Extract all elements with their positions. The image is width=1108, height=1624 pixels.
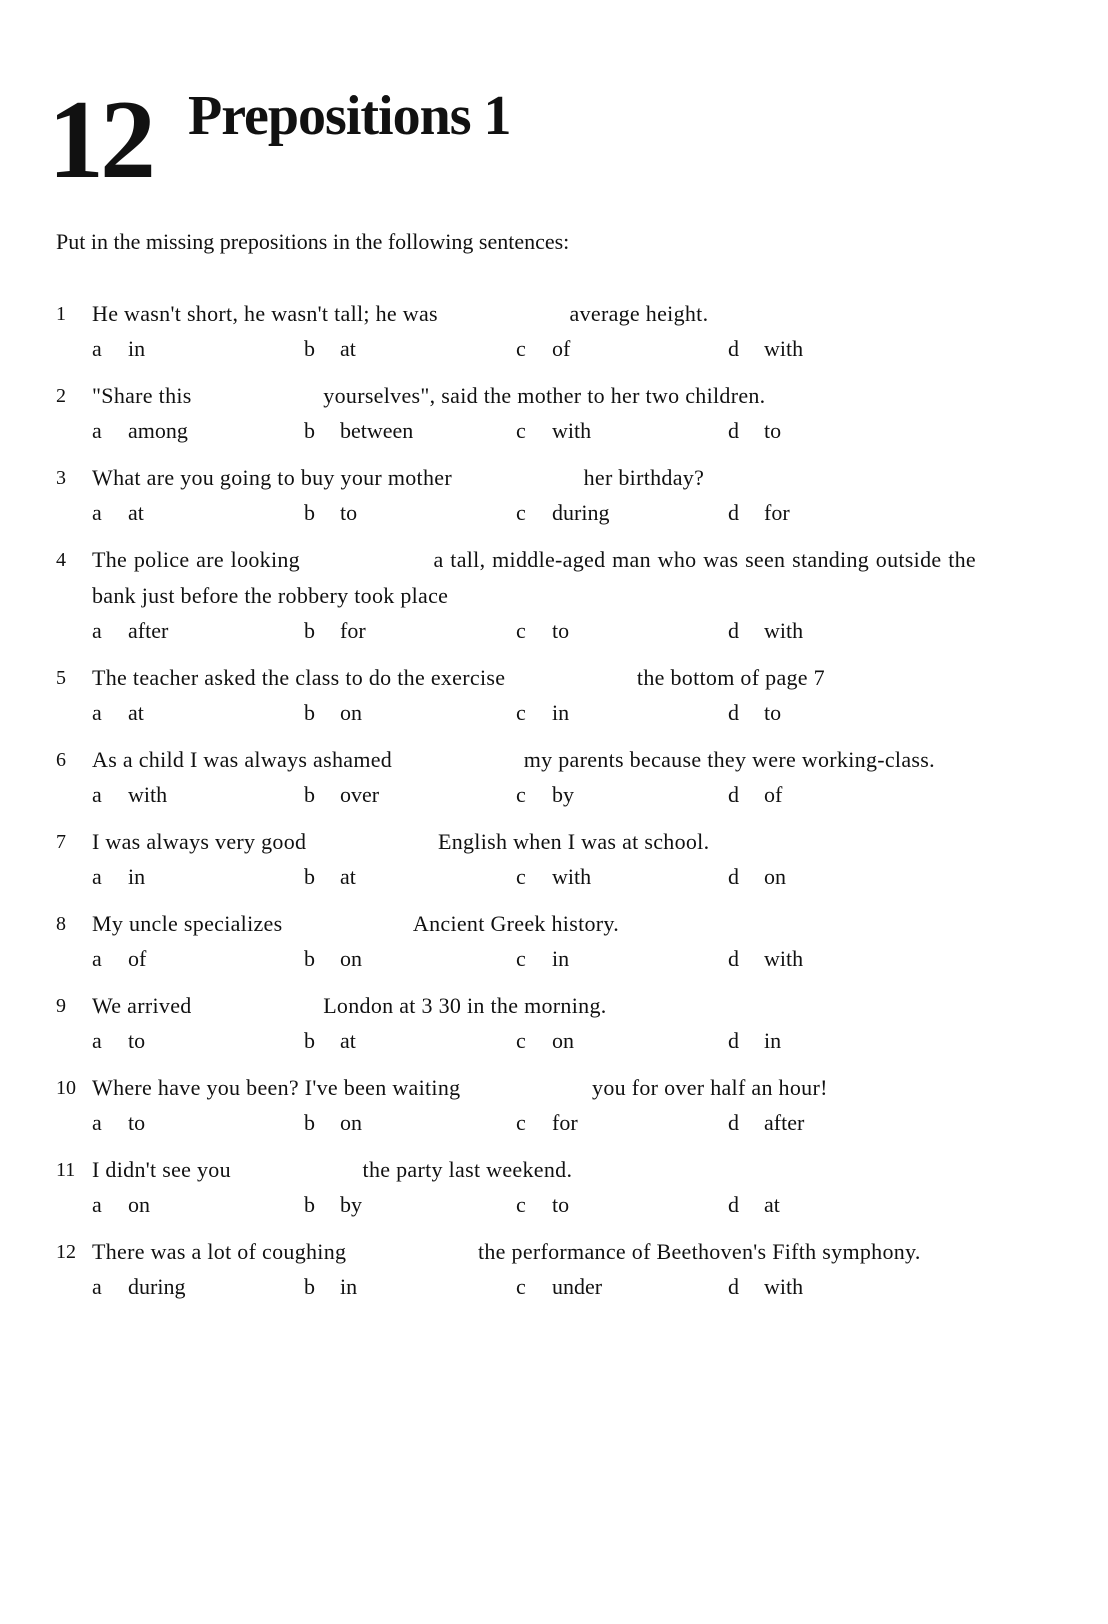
answer-choice-b	[304, 1026, 516, 1056]
choice-letter: a	[92, 1274, 102, 1299]
choice-text: after	[128, 618, 169, 643]
choice-letter: b	[304, 336, 315, 361]
choice-letter: b	[304, 418, 315, 443]
choice-letter: a	[92, 1028, 102, 1053]
choice-letter: d	[728, 782, 739, 807]
question-item-7	[56, 824, 976, 892]
choice-text: to	[552, 618, 570, 643]
choice-text: in	[552, 700, 570, 725]
question-number: 5	[56, 667, 66, 689]
choice-letter: a	[92, 418, 102, 443]
sentence-after-gap: yourselves", said the mother to her two children.	[323, 383, 766, 408]
choice-letter: d	[728, 700, 739, 725]
choice-letter: c	[516, 618, 526, 643]
choice-letter: c	[516, 700, 526, 725]
sentence-after-gap: English when I was at school.	[437, 829, 710, 854]
choice-text: on	[340, 946, 362, 971]
question-sentence	[92, 542, 976, 614]
question-item-2	[56, 378, 976, 446]
instruction-text: Put in the missing prepositions in the following sentences:	[56, 229, 570, 254]
question-sentence	[92, 988, 976, 1024]
sentence-before-gap: I was always very good	[92, 829, 307, 854]
choice-letter: c	[516, 1110, 526, 1135]
answer-choices	[92, 616, 976, 646]
sentence-before-gap: My uncle specializes	[92, 911, 283, 936]
sentence-before-gap: He wasn't short, he wasn't tall; he was	[92, 301, 438, 326]
answer-choice-b	[304, 498, 516, 528]
choice-text: with	[764, 946, 804, 971]
choice-text: with	[764, 618, 804, 643]
answer-choice-b	[304, 862, 516, 892]
question-number: 1	[56, 303, 66, 325]
choice-letter: d	[728, 500, 739, 525]
choice-text: to	[128, 1028, 146, 1053]
choice-letter: b	[304, 500, 315, 525]
answer-choice-c	[516, 698, 728, 728]
choice-letter: d	[728, 864, 739, 889]
answer-choice-c	[516, 944, 728, 974]
sentence-after-gap: a tall, middle-aged man who was seen standing outside the bank just before the robbery took place	[92, 547, 976, 608]
answer-choice-a	[92, 698, 304, 728]
question-number: 3	[56, 467, 66, 489]
question-item-5	[56, 660, 976, 728]
answer-choice-d	[728, 1272, 940, 1302]
choice-letter: c	[516, 1274, 526, 1299]
choice-letter: c	[516, 336, 526, 361]
choice-text: during	[128, 1274, 186, 1299]
choice-letter: a	[92, 618, 102, 643]
question-item-11	[56, 1152, 976, 1220]
answer-choice-d	[728, 1026, 940, 1056]
question-item-3	[56, 460, 976, 528]
choice-letter: a	[92, 1192, 102, 1217]
choice-letter: a	[92, 946, 102, 971]
answer-choice-c	[516, 498, 728, 528]
choice-text: to	[128, 1110, 146, 1135]
choice-text: at	[128, 700, 144, 725]
answer-choices	[92, 498, 976, 528]
choice-text: with	[552, 418, 592, 443]
answer-choice-d	[728, 616, 940, 646]
answer-choices	[92, 698, 976, 728]
choice-text: by	[340, 1192, 362, 1217]
answer-choice-b	[304, 780, 516, 810]
question-sentence	[92, 906, 976, 942]
question-item-8	[56, 906, 976, 974]
choice-text: at	[340, 336, 356, 361]
answer-choice-a	[92, 334, 304, 364]
choice-letter: c	[516, 500, 526, 525]
question-item-9	[56, 988, 976, 1056]
question-item-6	[56, 742, 976, 810]
choice-text: in	[764, 1028, 782, 1053]
sentence-before-gap: We arrived	[92, 993, 192, 1018]
choice-text: with	[552, 864, 592, 889]
choice-text: in	[340, 1274, 358, 1299]
choice-letter: b	[304, 1028, 315, 1053]
answer-choice-b	[304, 416, 516, 446]
question-item-1	[56, 296, 976, 364]
choice-text: under	[552, 1274, 603, 1299]
question-item-12	[56, 1234, 976, 1302]
question-sentence	[92, 378, 976, 414]
exercise-list	[56, 296, 976, 1316]
sentence-before-gap: "Share this	[92, 383, 192, 408]
sentence-after-gap: Ancient Greek history.	[412, 911, 620, 936]
answer-choice-b	[304, 944, 516, 974]
choice-text: for	[552, 1110, 578, 1135]
sentence-after-gap: you for over half an hour!	[592, 1075, 828, 1100]
choice-text: of	[552, 336, 571, 361]
answer-choice-a	[92, 1026, 304, 1056]
choice-text: in	[552, 946, 570, 971]
sentence-before-gap: There was a lot of coughing	[92, 1239, 347, 1264]
choice-letter: a	[92, 1110, 102, 1135]
question-number: 8	[56, 913, 66, 935]
answer-choice-b	[304, 1190, 516, 1220]
choice-text: in	[128, 864, 146, 889]
sentence-after-gap: average height.	[569, 301, 709, 326]
choice-text: between	[340, 418, 414, 443]
choice-letter: a	[92, 782, 102, 807]
choice-letter: b	[304, 864, 315, 889]
answer-choice-d	[728, 1108, 940, 1138]
answer-choice-c	[516, 1190, 728, 1220]
question-number: 6	[56, 749, 66, 771]
answer-choice-a	[92, 416, 304, 446]
sentence-before-gap: As a child I was always ashamed	[92, 747, 393, 772]
choice-text: at	[128, 500, 144, 525]
question-number: 11	[56, 1159, 76, 1181]
question-sentence	[92, 1070, 976, 1106]
question-sentence	[92, 660, 976, 696]
choice-letter: b	[304, 946, 315, 971]
answer-choices	[92, 1026, 976, 1056]
question-number: 7	[56, 831, 66, 853]
answer-choices	[92, 780, 976, 810]
answer-choice-d	[728, 698, 940, 728]
question-item-10	[56, 1070, 976, 1138]
choice-letter: d	[728, 1192, 739, 1217]
choice-letter: d	[728, 1028, 739, 1053]
choice-letter: a	[92, 336, 102, 361]
sentence-after-gap: her birthday?	[583, 465, 705, 490]
choice-letter: a	[92, 864, 102, 889]
sentence-before-gap: Where have you been? I've been waiting	[92, 1075, 461, 1100]
question-item-4	[56, 542, 976, 646]
answer-choice-d	[728, 862, 940, 892]
choice-text: on	[552, 1028, 574, 1053]
answer-choices	[92, 1190, 976, 1220]
question-sentence	[92, 1234, 976, 1270]
answer-choice-b	[304, 1272, 516, 1302]
choice-letter: c	[516, 782, 526, 807]
question-number: 4	[56, 549, 66, 571]
choice-text: in	[128, 336, 146, 361]
choice-letter: b	[304, 1274, 315, 1299]
question-number: 9	[56, 995, 66, 1017]
question-number: 12	[56, 1241, 76, 1263]
choice-letter: b	[304, 782, 315, 807]
answer-choice-a	[92, 780, 304, 810]
sentence-after-gap: London at 3 30 in the morning.	[323, 993, 607, 1018]
answer-choice-c	[516, 1108, 728, 1138]
choice-text: at	[340, 1028, 356, 1053]
choice-text: on	[128, 1192, 150, 1217]
question-sentence	[92, 296, 976, 332]
choice-letter: d	[728, 1110, 739, 1135]
answer-choice-d	[728, 334, 940, 364]
answer-choice-b	[304, 1108, 516, 1138]
answer-choices	[92, 1108, 976, 1138]
answer-choice-a	[92, 1272, 304, 1302]
choice-text: to	[340, 500, 358, 525]
answer-choice-c	[516, 780, 728, 810]
answer-choices	[92, 862, 976, 892]
choice-text: after	[764, 1110, 805, 1135]
question-sentence	[92, 1152, 976, 1188]
sentence-after-gap: the performance of Beethoven's Fifth symphony.	[477, 1239, 921, 1264]
sentence-before-gap: The police are looking	[92, 547, 300, 572]
answer-choice-a	[92, 616, 304, 646]
unit-number: 12	[48, 78, 152, 202]
page-title: Prepositions 1	[188, 85, 511, 147]
answer-choice-a	[92, 1190, 304, 1220]
choice-text: with	[128, 782, 168, 807]
question-sentence	[92, 742, 976, 778]
answer-choice-c	[516, 416, 728, 446]
choice-letter: d	[728, 1274, 739, 1299]
choice-text: for	[340, 618, 366, 643]
question-sentence	[92, 824, 976, 860]
choice-text: over	[340, 782, 380, 807]
answer-choice-a	[92, 944, 304, 974]
answer-choice-b	[304, 334, 516, 364]
answer-choice-d	[728, 780, 940, 810]
answer-choices	[92, 1272, 976, 1302]
answer-choice-b	[304, 698, 516, 728]
unit-header	[48, 80, 748, 200]
choice-text: with	[764, 1274, 804, 1299]
question-sentence	[92, 460, 976, 496]
choice-letter: a	[92, 700, 102, 725]
answer-choice-c	[516, 1272, 728, 1302]
choice-letter: c	[516, 1192, 526, 1217]
sentence-before-gap: The teacher asked the class to do the exercise	[92, 665, 506, 690]
choice-text: by	[552, 782, 574, 807]
choice-text: of	[764, 782, 783, 807]
sentence-after-gap: the party last weekend.	[362, 1157, 573, 1182]
question-number: 10	[56, 1077, 76, 1099]
choice-text: on	[340, 1110, 362, 1135]
sentence-after-gap: the bottom of page 7	[636, 665, 825, 690]
answer-choices	[92, 944, 976, 974]
choice-letter: c	[516, 1028, 526, 1053]
choice-letter: d	[728, 946, 739, 971]
choice-text: at	[764, 1192, 780, 1217]
choice-text: to	[764, 418, 782, 443]
answer-choice-a	[92, 1108, 304, 1138]
choice-text: on	[340, 700, 362, 725]
answer-choices	[92, 334, 976, 364]
answer-choice-b	[304, 616, 516, 646]
choice-letter: d	[728, 418, 739, 443]
answer-choice-a	[92, 862, 304, 892]
choice-text: to	[764, 700, 782, 725]
choice-text: for	[764, 500, 790, 525]
choice-letter: b	[304, 618, 315, 643]
choice-text: on	[764, 864, 786, 889]
answer-choice-c	[516, 862, 728, 892]
choice-letter: b	[304, 700, 315, 725]
choice-letter: c	[516, 418, 526, 443]
choice-letter: b	[304, 1192, 315, 1217]
sentence-before-gap: I didn't see you	[92, 1157, 231, 1182]
choice-text: of	[128, 946, 147, 971]
answer-choice-d	[728, 498, 940, 528]
sentence-after-gap: my parents because they were working-class.	[523, 747, 935, 772]
choice-letter: c	[516, 864, 526, 889]
answer-choice-d	[728, 944, 940, 974]
choice-letter: d	[728, 618, 739, 643]
choice-text: with	[764, 336, 804, 361]
answer-choices	[92, 416, 976, 446]
choice-letter: b	[304, 1110, 315, 1135]
choice-letter: c	[516, 946, 526, 971]
answer-choice-c	[516, 334, 728, 364]
answer-choice-d	[728, 1190, 940, 1220]
choice-text: among	[128, 418, 188, 443]
answer-choice-c	[516, 1026, 728, 1056]
question-number: 2	[56, 385, 66, 407]
sentence-before-gap: What are you going to buy your mother	[92, 465, 452, 490]
choice-letter: d	[728, 336, 739, 361]
answer-choice-c	[516, 616, 728, 646]
choice-text: to	[552, 1192, 570, 1217]
choice-text: during	[552, 500, 610, 525]
answer-choice-a	[92, 498, 304, 528]
answer-choice-d	[728, 416, 940, 446]
choice-letter: a	[92, 500, 102, 525]
choice-text: at	[340, 864, 356, 889]
